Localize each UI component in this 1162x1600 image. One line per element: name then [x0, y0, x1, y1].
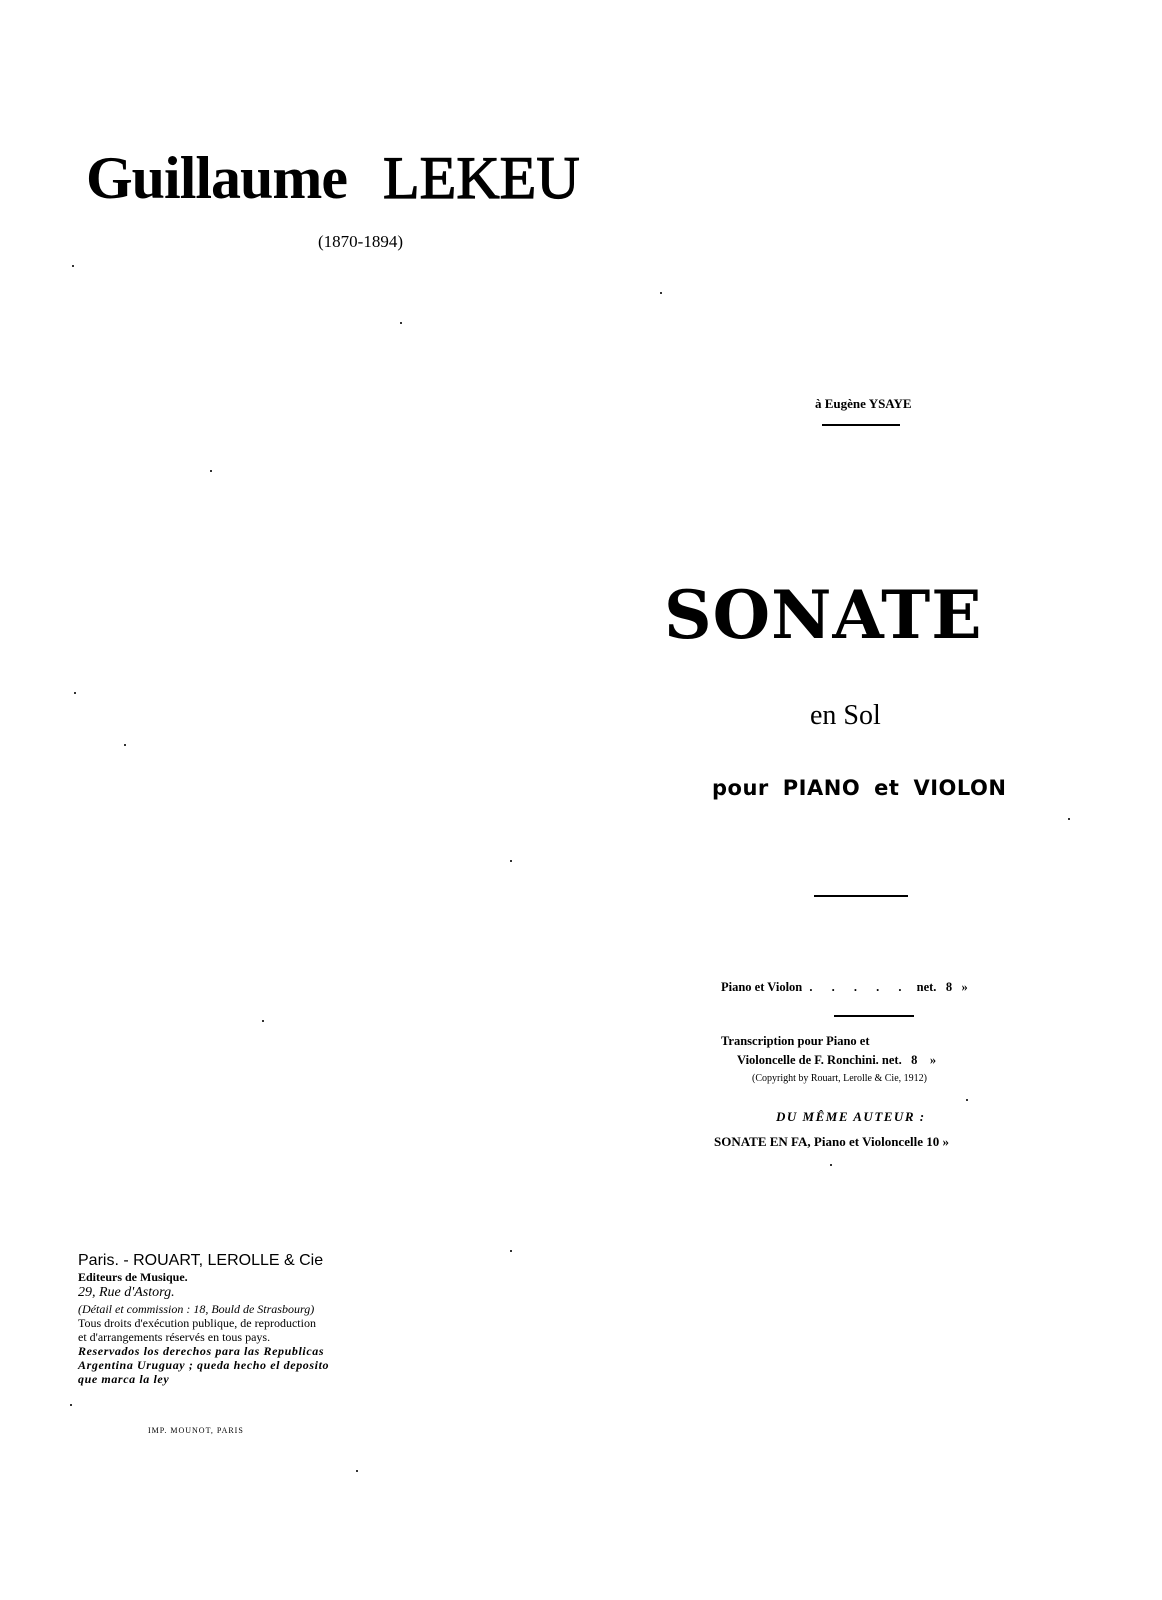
edition-rule [834, 1015, 914, 1017]
scan-speck [510, 860, 512, 862]
price-value: 8 [911, 1053, 918, 1067]
instr-word-2: PIANO [782, 776, 861, 800]
other-work-price: 10 [926, 1134, 940, 1149]
scan-speck [510, 1250, 512, 1252]
edition-transcription-line2 [737, 1053, 936, 1068]
instrumentation [712, 776, 1020, 800]
other-work-item [714, 1134, 949, 1150]
work-key: en Sol [810, 700, 881, 731]
scan-speck [966, 1099, 968, 1101]
work-title: SONATE [664, 576, 983, 654]
rights-spanish-2: Argentina Uruguay ; queda hecho el deposito [78, 1358, 330, 1372]
dedication: à Eugène YSAYE [815, 396, 912, 411]
scan-speck [1068, 818, 1070, 820]
scan-speck [74, 692, 76, 694]
composer-name [86, 145, 580, 211]
other-work-label: SONATE EN FA, Piano et Violoncelle [714, 1134, 923, 1149]
edition-piano-violin [721, 980, 968, 995]
instr-word-3: et [874, 776, 900, 800]
rights-spanish-3: que marca la ley [78, 1372, 170, 1386]
composer-first-name: Guillaume [86, 145, 348, 211]
instr-word-4: VIOLON [913, 776, 1007, 800]
rights-spanish-1: Reservados los derechos para las Republicas [78, 1344, 325, 1358]
instr-word-1: pour [712, 776, 769, 800]
same-author-heading: DU MÊME AUTEUR : [776, 1109, 926, 1124]
ornamental-rule [814, 895, 908, 897]
publisher-name: Paris. - ROUART, LEROLLE & Cie [78, 1252, 324, 1269]
scan-speck [356, 1470, 358, 1472]
scan-speck [400, 322, 402, 324]
dedication-rule [822, 424, 900, 426]
composer-dates: (1870-1894) [318, 232, 403, 251]
price-currency: » [961, 980, 968, 994]
publisher-block [78, 1252, 378, 1386]
price-currency: » [929, 1053, 937, 1067]
scan-speck [262, 1020, 264, 1022]
scan-speck [124, 744, 126, 746]
scan-speck [72, 265, 74, 267]
price-value: 8 [945, 980, 953, 994]
price-prefix: net. [916, 980, 937, 994]
scan-speck [210, 470, 212, 472]
other-work-currency: » [942, 1134, 949, 1149]
edition-label: Violoncelle de F. Ronchini. [737, 1053, 879, 1067]
price-prefix: net. [881, 1053, 902, 1067]
copyright-note: (Copyright by Rouart, Lerolle & Cie, 1912) [752, 1073, 927, 1084]
leader-dots: . . . . . [809, 980, 910, 994]
scan-speck [660, 292, 662, 294]
publisher-detail: (Détail et commission : 18, Bould de Strasbourg) [78, 1302, 315, 1316]
rights-french-2: et d'arrangements réservés en tous pays. [78, 1330, 271, 1344]
printer-credit: IMP. MOUNOT, PARIS [148, 1426, 244, 1435]
scan-speck [70, 1404, 72, 1406]
composer-surname: LEKEU [383, 145, 580, 211]
edition-transcription-line1: Transcription pour Piano et [721, 1034, 870, 1048]
scan-speck [830, 1164, 832, 1166]
publisher-subtitle: Editeurs de Musique. [78, 1270, 188, 1284]
publisher-address: 29, Rue d'Astorg. [78, 1285, 175, 1300]
rights-french-1: Tous droits d'exécution publique, de reproduction [78, 1316, 316, 1330]
edition-label: Piano et Violon [721, 980, 803, 994]
